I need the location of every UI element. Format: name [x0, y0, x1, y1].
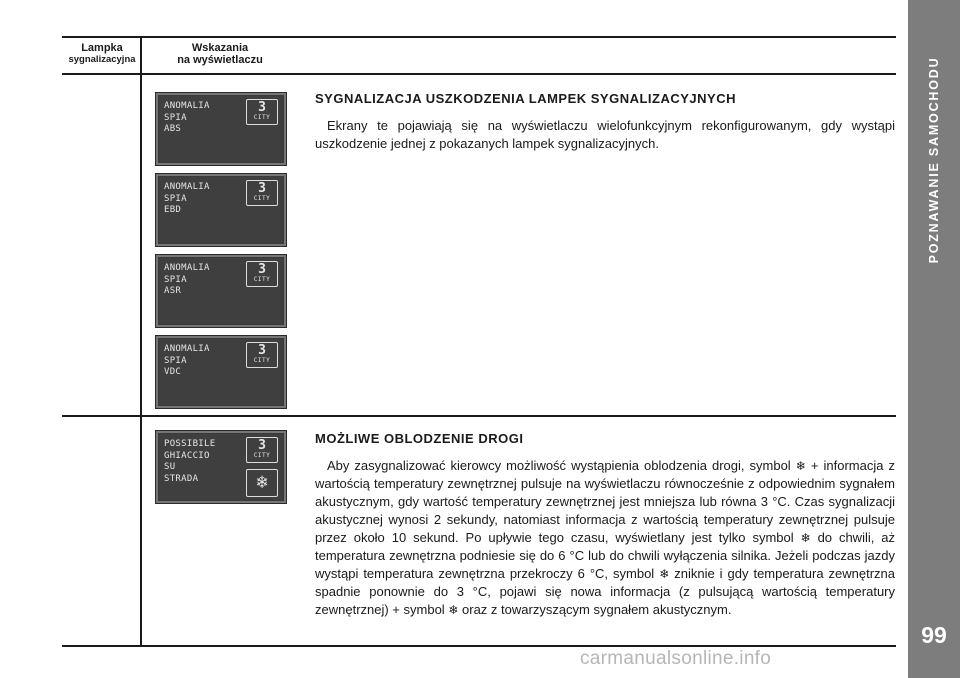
header-lamp-line1: Lampka: [81, 42, 123, 54]
display-text: ANOMALIA SPIA ABS: [164, 101, 210, 134]
page-number: 99: [921, 622, 947, 648]
display-text: ANOMALIA SPIA EBD: [164, 182, 210, 215]
display-text: ANOMALIA SPIA ASR: [164, 263, 210, 296]
gear-indicator: 3 CITY: [246, 99, 278, 125]
header-display-line1: Wskazania: [191, 42, 249, 54]
gear-indicator: 3 CITY: [246, 342, 278, 368]
section-title-lamp-failure: SYGNALIZACJA USZKODZENIA LAMPEK SYGNALIZACYJNYCH: [315, 91, 737, 106]
header-rule: [62, 73, 896, 75]
header-lamp-line2: sygnalizacyjna: [68, 54, 136, 65]
header-col-display: [150, 42, 290, 66]
snowflake-icon: ❄: [659, 567, 670, 581]
display-anomaly-vdc: [155, 335, 287, 409]
display-text: POSSIBILE GHIACCIO SU STRADA: [164, 439, 216, 484]
top-rule: [62, 36, 896, 38]
display-possible-ice: [155, 430, 287, 504]
section-rule: [62, 415, 896, 417]
bottom-rule: [62, 645, 896, 647]
gear-indicator: 3 CITY: [246, 180, 278, 206]
section-text-lamp-failure: Ekrany te pojawiają się na wyświetlaczu wielofunkcyjnym rekonfigurowanym, gdy wystąpi uszkodzenie jednej z pokazanych lampek sygnalizacyjnych.: [315, 118, 895, 151]
display-text: ANOMALIA SPIA VDC: [164, 344, 210, 377]
chapter-title: POZNAWANIE SAMOCHODU: [927, 56, 941, 264]
section-title-icy-road: MOŻLIWE OBLODZENIE DROGI: [315, 431, 524, 446]
header-display-line2: na wyświetlaczu: [177, 54, 263, 66]
snowflake-icon: ❄: [246, 469, 278, 497]
gear-indicator: 3 CITY: [246, 261, 278, 287]
snowflake-icon: ❄: [795, 459, 806, 473]
snowflake-icon: ❄: [448, 603, 459, 617]
column-divider: [140, 36, 142, 647]
section-text-icy-road: Aby zasygnalizować kierowcy możliwość wystąpienia oblodzenia drogi, symbol ❄ + informacja z wartością temperatury zewnętrznej pulsuje na wyświetlaczu równocześnie z odpowiednim sygnałem akustycznym, gdy wartość temperatury zewnętrznej jest mniejsza lub równa 3 °C. Czas sygnalizacji akustycznej wynosi 2 sekundy, natomiast informacja z wartością temperatury zewnętrznej pulsuje przez około 10 sekund. Po upływie tego czasu, wyświetlany jest tylko symbol ❄ do chwili, aż temperatura zewnętrzna podniesie się do 6 °C lub do chwili wyłączenia silnika. Jeżeli podczas jazdy wystąpi temperatura zewnętrzna przekroczy 6 °C, symbol ❄ zniknie i gdy temperatura zewnętrzna spadnie ponownie do 3 °C, pojawi się nowa informacja (z pulsującą wartością temperatury zewnętrznej) + symbol ❄ oraz z towarzyszącym sygnałem akustycznym.: [315, 458, 895, 617]
header-col-lamp: [62, 42, 142, 66]
watermark: carmanualsonline.info: [580, 648, 772, 669]
display-anomaly-ebd: [155, 173, 287, 247]
display-anomaly-asr: [155, 254, 287, 328]
display-anomaly-abs: [155, 92, 287, 166]
gear-indicator: 3 CITY: [246, 437, 278, 463]
snowflake-icon: ❄: [800, 531, 811, 545]
